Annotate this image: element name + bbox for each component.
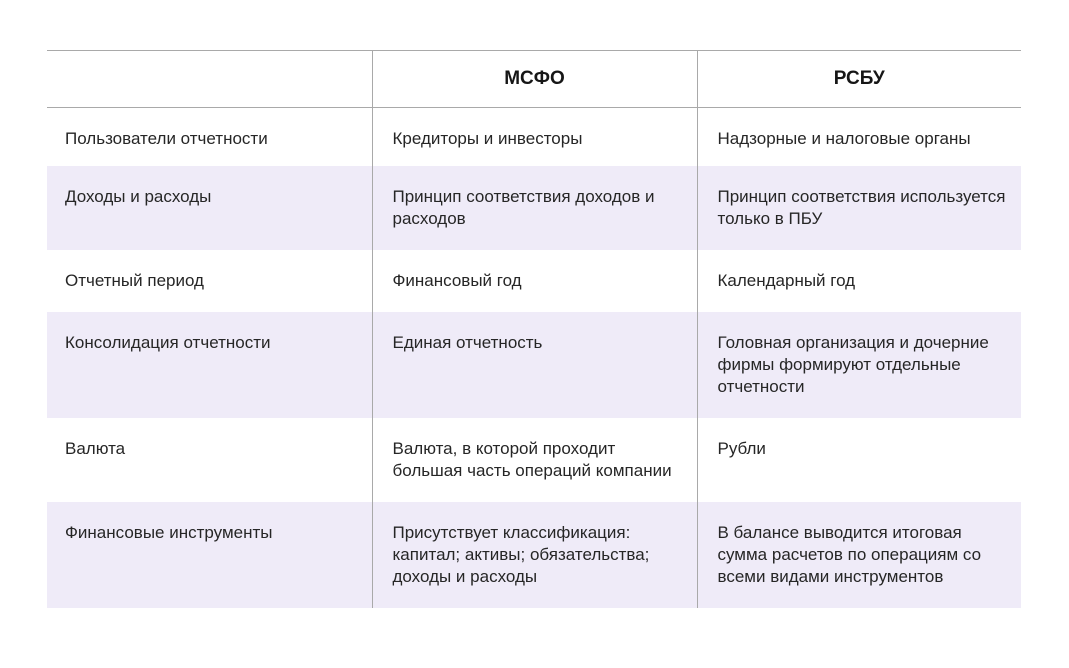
rsbu-cell: Календарный год [697,250,1021,312]
msfo-cell: Принцип соответствия доходов и расходов [372,166,697,250]
row-label: Пользователи отчетности [65,129,268,148]
comparison-table-container [47,50,1021,608]
msfo-cell: Валюта, в которой проходит большая часть операций компании [372,418,697,502]
row-label: Консолидация отчетности [47,312,372,418]
table-header-row [47,51,1021,108]
rsbu-cell: Надзорные и налоговые органы [697,108,1021,167]
rsbu-cell: Головная организация и дочерние фирмы формируют отдельные отчетности [697,312,1021,418]
header-msfo: МСФО [372,51,697,108]
rsbu-cell: Принцип соответствия используется только в ПБУ [697,166,1021,250]
row-label: Финансовые инструменты [47,502,372,608]
msfo-cell: Единая отчетность [372,312,697,418]
msfo-cell: Кредиторы и инвесторы [372,108,697,167]
table-row [47,166,1021,250]
header-rsbu: РСБУ [697,51,1021,108]
table-row [47,418,1021,502]
msfo-cell: Финансовый год [372,250,697,312]
msfo-cell: Присутствует классификация: капитал; активы; обязательства; доходы и расходы [372,502,697,608]
table-row [47,312,1021,418]
table-row [47,108,1021,167]
table-row [47,502,1021,608]
row-label: Доходы и расходы [47,166,372,250]
row-label: Валюта [65,439,126,458]
table-row [47,250,1021,312]
header-empty-cell [47,51,372,108]
rsbu-cell: Рубли [697,418,1021,502]
row-label: Отчетный период [65,271,204,290]
rsbu-cell: В балансе выводится итоговая сумма расчетов по операциям со всеми видами инструментов [697,502,1021,608]
comparison-table [47,50,1021,608]
